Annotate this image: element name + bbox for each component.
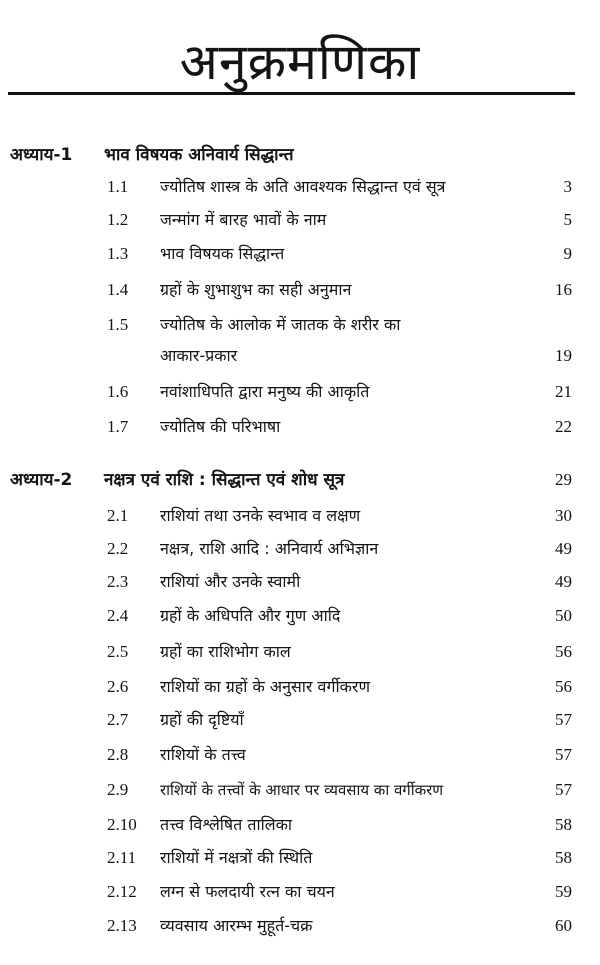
section-number: 2.8: [107, 745, 129, 764]
section-number: 2.11: [107, 848, 137, 867]
section-page: 16: [555, 280, 572, 299]
section-number: 2.2: [107, 539, 129, 558]
toc-entry-2-6[interactable]: [0, 672, 600, 702]
section-title: जन्मांग में बारह भावों के नाम: [160, 210, 327, 229]
section-page: 22: [555, 417, 572, 436]
toc-entry-1-1[interactable]: [0, 172, 600, 202]
chapter-title: भाव विषयक अनिवार्य सिद्धान्त: [104, 145, 294, 165]
section-number: 2.12: [107, 882, 137, 901]
section-title: राशियां और उनके स्वामी: [160, 572, 301, 591]
section-page: 5: [563, 210, 572, 229]
section-title-continued: आकार-प्रकार: [160, 346, 238, 365]
toc-entry-1-7[interactable]: [0, 412, 600, 442]
section-page: 57: [555, 745, 572, 764]
toc-entry-2-12[interactable]: [0, 877, 600, 907]
section-title: व्यवसाय आरम्भ मुहूर्त-चक्र: [160, 916, 313, 935]
section-title: राशियों के तत्त्व: [160, 745, 246, 764]
section-page: 57: [555, 780, 572, 799]
section-title: राशियों में नक्षत्रों की स्थिति: [160, 848, 313, 867]
section-number: 2.7: [107, 710, 129, 729]
chapter-label: अध्याय-2: [10, 470, 73, 490]
section-number: 2.4: [107, 606, 129, 625]
section-number: 1.1: [107, 177, 129, 196]
section-page: 59: [555, 882, 572, 901]
section-title: ग्रहों के शुभाशुभ का सही अनुमान: [160, 280, 352, 299]
toc-entry-2-3[interactable]: [0, 567, 600, 597]
toc-entry-1-6[interactable]: [0, 377, 600, 407]
section-page: 60: [555, 916, 572, 935]
section-title: ज्योतिष की परिभाषा: [160, 417, 281, 436]
section-title: तत्त्व विश्लेषित तालिका: [160, 815, 293, 834]
section-title: राशियां तथा उनके स्वभाव व लक्षण: [160, 506, 361, 525]
section-page: 49: [555, 539, 572, 558]
section-title: राशियों का ग्रहों के अनुसार वर्गीकरण: [160, 677, 371, 696]
toc-entry-2-5[interactable]: [0, 637, 600, 667]
section-page: 57: [555, 710, 572, 729]
section-title: नक्षत्र, राशि आदि : अनिवार्य अभिज्ञान: [160, 539, 379, 558]
section-title: ग्रहों का राशिभोग काल: [160, 642, 291, 661]
section-number: 2.5: [107, 642, 129, 661]
chapter-title: नक्षत्र एवं राशि : सिद्धान्त एवं शोध सूत्र: [104, 470, 345, 490]
toc-entry-2-2[interactable]: [0, 534, 600, 564]
toc-entry-2-4[interactable]: [0, 601, 600, 631]
toc-entry-2-11[interactable]: [0, 843, 600, 873]
section-page: 9: [563, 244, 572, 263]
section-number: 2.3: [107, 572, 129, 591]
toc-entry-2-13[interactable]: [0, 911, 600, 941]
section-number: 1.5: [107, 315, 129, 334]
chapter-heading-1[interactable]: [0, 140, 600, 170]
toc-entry-1-4[interactable]: [0, 275, 600, 305]
section-number: 1.2: [107, 210, 129, 229]
section-title: भाव विषयक सिद्धान्त: [160, 244, 285, 263]
chapter-heading-2[interactable]: [0, 465, 600, 495]
section-number: 1.6: [107, 382, 129, 401]
section-title: ज्योतिष के आलोक में जातक के शरीर का: [160, 315, 401, 334]
toc-entry-2-7[interactable]: [0, 705, 600, 735]
section-title: नवांशाधिपति द्वारा मनुष्य की आकृति: [160, 382, 370, 401]
section-page: 3: [563, 177, 572, 196]
toc-entry-2-9[interactable]: [0, 775, 600, 805]
section-title: ज्योतिष शास्त्र के अति आवश्यक सिद्धान्त एवं सूत्र: [160, 177, 446, 196]
section-page: 58: [555, 848, 572, 867]
section-page: 49: [555, 572, 572, 591]
section-page: 19: [555, 346, 572, 365]
section-number: 2.6: [107, 677, 129, 696]
toc-entry-1-5-continued[interactable]: [0, 341, 600, 371]
toc-entry-2-10[interactable]: [0, 810, 600, 840]
toc-entry-1-2[interactable]: [0, 205, 600, 235]
chapter-label: अध्याय-1: [10, 145, 73, 165]
section-page: 21: [555, 382, 572, 401]
section-number: 1.3: [107, 244, 129, 263]
toc-entry-1-5[interactable]: [0, 310, 600, 340]
section-number: 2.9: [107, 780, 129, 799]
section-number: 2.13: [107, 916, 137, 935]
section-page: 56: [555, 642, 572, 661]
section-number: 2.1: [107, 506, 129, 525]
toc-entry-2-1[interactable]: [0, 501, 600, 531]
section-number: 1.7: [107, 417, 129, 436]
section-page: 56: [555, 677, 572, 696]
toc-entry-2-8[interactable]: [0, 740, 600, 770]
section-page: 50: [555, 606, 572, 625]
section-title: राशियों के तत्त्वों के आधार पर व्यवसाय का वर्गीकरण: [160, 781, 444, 799]
section-title: लग्न से फलदायी रत्न का चयन: [160, 882, 335, 901]
section-title: ग्रहों की दृष्टियाँ: [160, 710, 244, 729]
toc-entry-1-3[interactable]: [0, 239, 600, 269]
page-title: अनुक्रमणिका: [179, 33, 421, 91]
section-page: 30: [555, 506, 572, 525]
section-title: ग्रहों के अधिपति और गुण आदि: [160, 606, 341, 625]
section-number: 2.10: [107, 815, 137, 834]
chapter-page: 29: [555, 470, 572, 489]
section-number: 1.4: [107, 280, 129, 299]
section-page: 58: [555, 815, 572, 834]
